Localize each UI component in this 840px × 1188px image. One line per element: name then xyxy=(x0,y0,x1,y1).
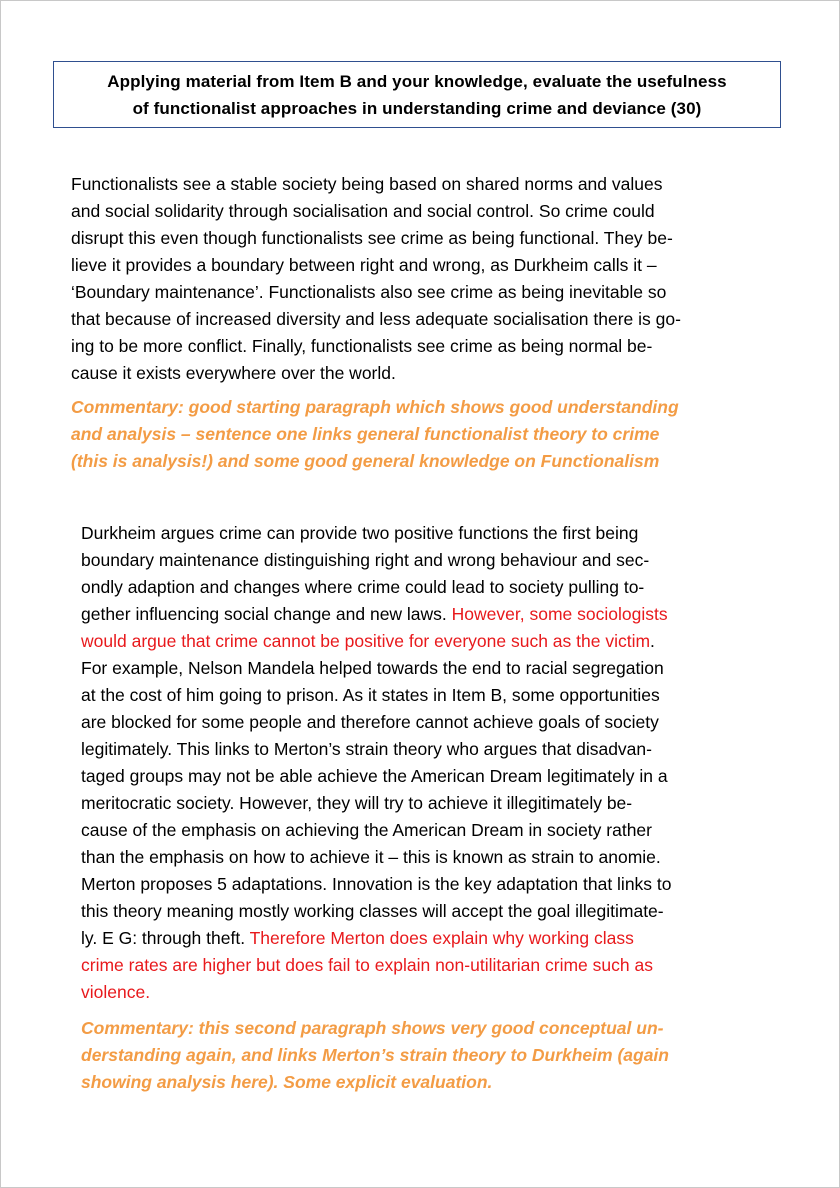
paragraph-2-text xyxy=(81,520,761,1006)
text-line: lieve it provides a boundary between right and wrong, as Durkheim calls it – xyxy=(71,255,657,275)
commentary-2-text xyxy=(81,1015,781,1096)
text-segment: gether influencing social change and new laws. xyxy=(81,604,452,624)
paragraph-2 xyxy=(81,520,761,1006)
paragraph-1-text xyxy=(71,171,771,387)
commentary-1 xyxy=(71,394,791,475)
text-segment: ly. E G: through theft. xyxy=(81,928,250,948)
text-line xyxy=(81,628,761,655)
text-line: ing to be more conflict. Finally, functionalists see crime as being normal be- xyxy=(71,336,653,356)
text-line: ‘Boundary maintenance’. Functionalists also see crime as being inevitable so xyxy=(71,282,667,302)
question-line: of functionalist approaches in understanding crime and deviance (30) xyxy=(132,98,702,118)
commentary-1-text xyxy=(71,394,791,475)
evaluation-text: However, some sociologists xyxy=(451,604,668,624)
question-box xyxy=(53,61,781,128)
evaluation-text: would argue that crime cannot be positive for everyone such as the victim xyxy=(81,631,651,651)
text-line: ondly adaption and changes where crime could lead to society pulling to- xyxy=(81,577,645,597)
text-line: and social solidarity through socialisation and social control. So crime could xyxy=(71,201,655,221)
text-line: Durkheim argues crime can provide two positive functions the first being xyxy=(81,523,639,543)
text-line: cause of the emphasis on achieving the American Dream in society rather xyxy=(81,820,652,840)
text-line xyxy=(81,601,761,628)
question-title xyxy=(101,68,732,122)
text-line: Merton proposes 5 adaptations. Innovation is the key adaptation that links to xyxy=(81,874,672,894)
text-line: than the emphasis on how to achieve it – this is known as strain to anomie. xyxy=(81,847,661,867)
evaluation-text: Therefore Merton does explain why working class xyxy=(249,928,634,948)
text-line: are blocked for some people and therefore cannot achieve goals of society xyxy=(81,712,659,732)
commentary-line: Commentary: this second paragraph shows very good conceptual un- xyxy=(81,1018,664,1038)
evaluation-text: crime rates are higher but does fail to explain non-utilitarian crime such as xyxy=(81,955,653,975)
text-line: boundary maintenance distinguishing right and wrong behaviour and sec- xyxy=(81,550,650,570)
paragraph-1 xyxy=(71,171,771,387)
question-line: Applying material from Item B and your knowledge, evaluate the usefulness xyxy=(107,71,727,91)
commentary-line: and analysis – sentence one links general functionalist theory to crime xyxy=(71,424,660,444)
text-line: legitimately. This links to Merton’s strain theory who argues that disadvan- xyxy=(81,739,652,759)
text-line: For example, Nelson Mandela helped towards the end to racial segregation xyxy=(81,658,664,678)
commentary-line: (this is analysis!) and some good general knowledge on Functionalism xyxy=(71,451,660,471)
text-line xyxy=(81,925,761,952)
text-line: cause it exists everywhere over the world. xyxy=(71,363,396,383)
text-line: Functionalists see a stable society being based on shared norms and values xyxy=(71,174,663,194)
text-line: at the cost of him going to prison. As it states in Item B, some opportunities xyxy=(81,685,660,705)
commentary-line: Commentary: good starting paragraph which shows good understanding xyxy=(71,397,679,417)
text-line: taged groups may not be able achieve the American Dream legitimately in a xyxy=(81,766,668,786)
commentary-line: showing analysis here). Some explicit evaluation. xyxy=(81,1072,493,1092)
text-segment: . xyxy=(650,631,655,651)
text-line: this theory meaning mostly working classes will accept the goal illegitimate- xyxy=(81,901,664,921)
commentary-line: derstanding again, and links Merton’s strain theory to Durkheim (again xyxy=(81,1045,669,1065)
text-line: meritocratic society. However, they will try to achieve it illegitimately be- xyxy=(81,793,633,813)
evaluation-text: violence. xyxy=(81,982,151,1002)
text-line: that because of increased diversity and less adequate socialisation there is go- xyxy=(71,309,681,329)
commentary-2 xyxy=(81,1015,781,1096)
text-line: disrupt this even though functionalists see crime as being functional. They be- xyxy=(71,228,673,248)
